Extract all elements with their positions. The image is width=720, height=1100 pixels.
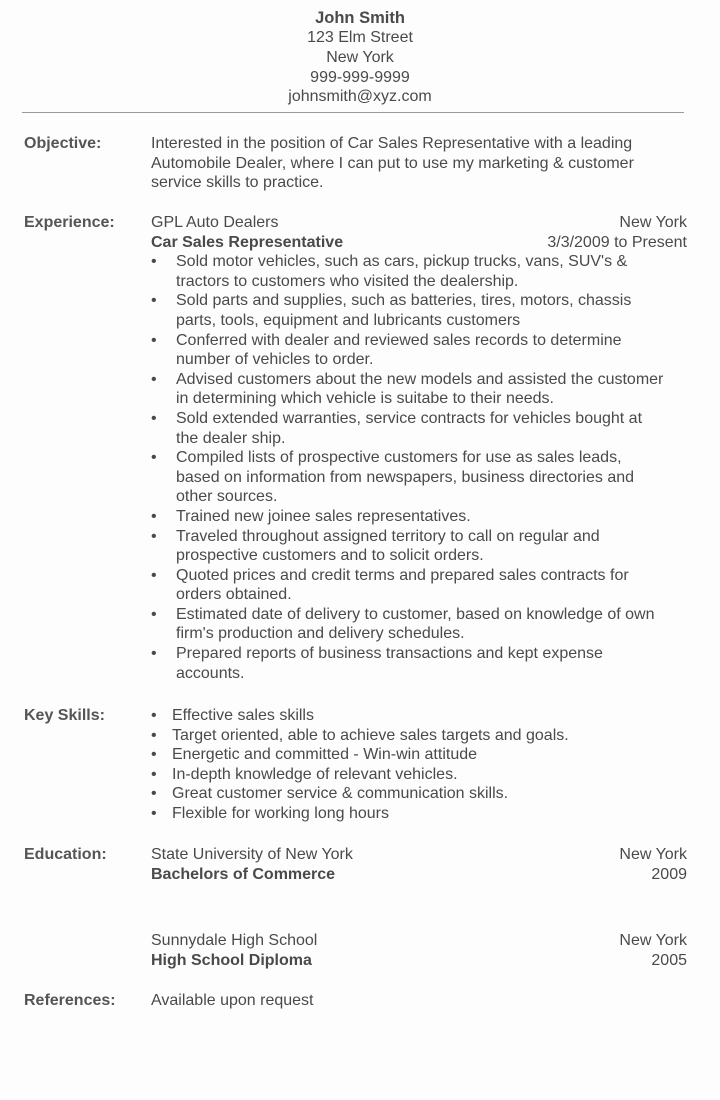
job-dates: 3/3/2009 to Present xyxy=(547,233,687,251)
job-title: Car Sales Representative xyxy=(151,233,344,251)
responsibility-line: • Conferred with dealer and reviewed sales records to determine xyxy=(176,331,622,349)
employer-name: GPL Auto Dealers xyxy=(151,214,279,231)
phone-number: 999-999-9999 xyxy=(310,68,410,86)
objective-text xyxy=(151,134,687,193)
responsibility-item xyxy=(151,527,687,566)
responsibility-item xyxy=(151,409,687,448)
references-label: References: xyxy=(24,992,116,1009)
responsibility-line: tractors to customers who visited the dealership. xyxy=(176,272,519,290)
responsibility-line: based on information from newspapers, business directories and xyxy=(176,468,635,486)
skill-item: • Target oriented, able to achieve sales targets and goals. xyxy=(151,726,687,746)
objective-label: Objective: xyxy=(24,135,102,152)
school-location: New York xyxy=(619,932,687,949)
responsibility-line: accounts. xyxy=(176,664,245,682)
skill-item: • Flexible for working long hours xyxy=(151,804,687,824)
objective-line: Automobile Dealer, where I can put to use my marketing & customer xyxy=(151,154,634,172)
responsibilities-list xyxy=(151,252,687,683)
school-location: New York xyxy=(619,846,687,863)
responsibility-line: parts, tools, equipment and lubricants customers xyxy=(176,311,521,329)
responsibility-line: the dealer ship. xyxy=(176,429,286,447)
skill-item: • In-depth knowledge of relevant vehicles. xyxy=(151,765,687,785)
degree-name: Bachelors of Commerce xyxy=(151,865,336,883)
objective-line: service skills to practice. xyxy=(151,174,324,192)
degree-row xyxy=(151,865,687,885)
responsibility-line: • Advised customers about the new models and assisted the customer xyxy=(176,370,664,388)
responsibility-line: • Prepared reports of business transactions and kept expense xyxy=(176,645,603,663)
degree-row xyxy=(151,951,687,971)
school-row xyxy=(151,931,687,951)
responsibility-line: • Quoted prices and credit terms and prepared sales contracts for xyxy=(176,566,629,584)
experience-label: Experience: xyxy=(24,214,115,231)
school-name: State University of New York xyxy=(151,846,353,863)
education-entry xyxy=(151,931,687,970)
school-row xyxy=(151,845,687,865)
responsibility-item xyxy=(151,448,687,507)
school-name: Sunnydale High School xyxy=(151,932,318,949)
skills-label: Key Skills: xyxy=(24,707,105,724)
responsibility-item xyxy=(151,507,687,527)
responsibility-line: • Estimated date of delivery to customer, based on knowledge of own xyxy=(176,605,655,623)
skills-section xyxy=(151,706,687,824)
employer-location: New York xyxy=(619,214,687,231)
skill-item: • Great customer service & communication skills. xyxy=(151,784,687,804)
header-divider xyxy=(22,112,684,113)
responsibility-line: • Trained new joinee sales representatives. xyxy=(176,507,471,525)
objective-line: Interested in the position of Car Sales Representative with a leading xyxy=(151,135,633,152)
responsibility-line: firm's production and delivery schedules. xyxy=(176,625,465,643)
degree-year: 2005 xyxy=(651,951,687,969)
responsibility-line: • Compiled lists of prospective customers for use as sales leads, xyxy=(176,449,622,467)
street-address: 123 Elm Street xyxy=(307,29,413,46)
degree-year: 2009 xyxy=(651,865,687,883)
responsibility-line: other sources. xyxy=(176,488,278,506)
responsibility-line: in determining which vehicle is suitabe to their needs. xyxy=(176,390,554,408)
responsibility-item xyxy=(151,252,687,291)
responsibility-line: • Sold parts and supplies, such as batteries, tires, motors, chassis xyxy=(176,292,632,310)
responsibility-item xyxy=(151,331,687,370)
email-address: johnsmith@xyz.com xyxy=(288,88,432,106)
references-text: Available upon request xyxy=(151,992,314,1009)
skills-list xyxy=(151,706,687,824)
job-title-row xyxy=(151,233,687,253)
responsibility-line: • Traveled throughout assigned territory to call on regular and xyxy=(176,527,600,545)
education-entry xyxy=(151,845,687,884)
responsibility-line: prospective customers and to solicit orders. xyxy=(176,547,484,565)
degree-name: High School Diploma xyxy=(151,951,312,969)
responsibility-line: orders obtained. xyxy=(176,586,292,604)
responsibility-item xyxy=(151,291,687,330)
responsibility-line: • Sold motor vehicles, such as cars, pickup trucks, vans, SUV's & xyxy=(176,253,628,271)
contact-header xyxy=(0,8,720,107)
skill-item: • Effective sales skills xyxy=(151,706,687,726)
employer-row xyxy=(151,213,687,233)
responsibility-line: • Sold extended warranties, service contracts for vehicles bought at xyxy=(176,409,643,427)
responsibility-item xyxy=(151,370,687,409)
education-label: Education: xyxy=(24,846,107,863)
skill-item: • Energetic and committed - Win-win attitude xyxy=(151,745,687,765)
responsibility-item xyxy=(151,605,687,644)
experience-section xyxy=(151,213,687,683)
city: New York xyxy=(326,48,394,66)
responsibility-item xyxy=(151,644,687,683)
applicant-name: John Smith xyxy=(315,9,405,27)
responsibility-line: number of vehicles to order. xyxy=(176,351,374,369)
responsibility-item xyxy=(151,566,687,605)
